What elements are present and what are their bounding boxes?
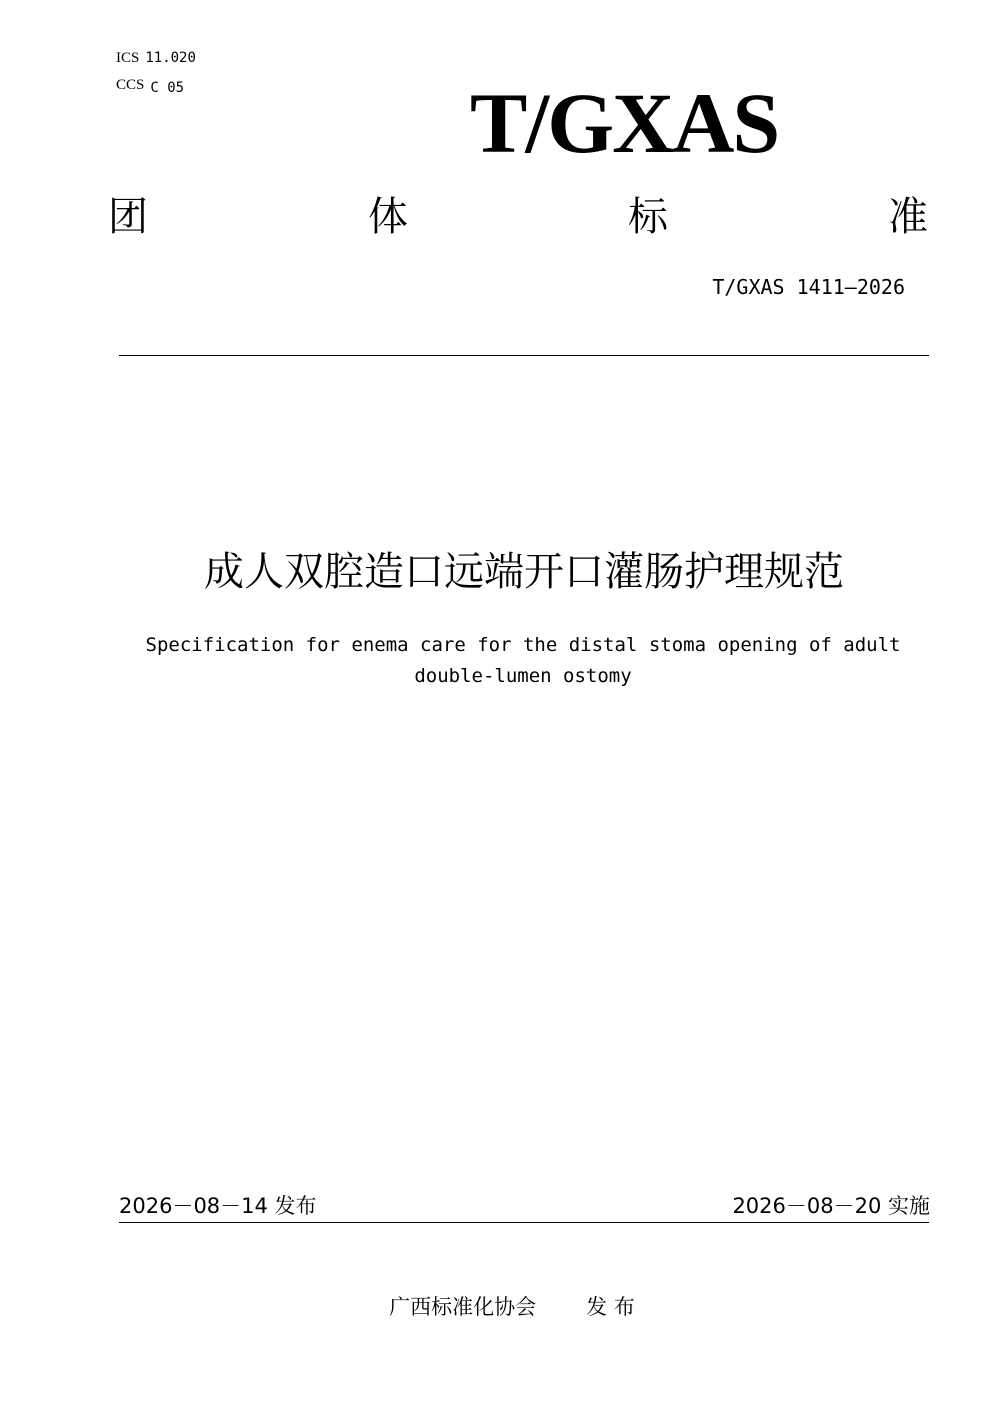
publisher-line bbox=[0, 1292, 1000, 1322]
organization-mark: T/GXAS bbox=[470, 75, 779, 171]
title-english: Specification for enema care for the distal stoma opening of adult double-lumen ostomy bbox=[145, 634, 901, 687]
standard-type-char: 准 bbox=[888, 194, 928, 240]
publisher-name: 广西标准化协会 bbox=[389, 1295, 537, 1319]
ccs-value: C 05 bbox=[150, 80, 185, 96]
standard-type-char: 标 bbox=[628, 194, 668, 240]
ccs-code bbox=[116, 75, 184, 95]
ics-code bbox=[116, 48, 196, 68]
title-chinese: 成人双腔造口远端开口灌肠护理规范 bbox=[204, 549, 844, 595]
standard-type-char: 团 bbox=[108, 194, 148, 240]
ics-label: ICS bbox=[116, 50, 140, 66]
standard-type-heading bbox=[108, 192, 928, 242]
standard-type-char: 体 bbox=[368, 194, 408, 240]
ccs-label: CCS bbox=[116, 77, 145, 93]
standard-number: T/GXAS 1411—2026 bbox=[712, 275, 905, 299]
effective-date: 2026－08－20 实施 bbox=[732, 1194, 930, 1218]
top-divider bbox=[119, 355, 929, 356]
publish-date: 2026－08－14 发布 bbox=[119, 1194, 317, 1218]
ics-value: 11.020 bbox=[145, 50, 196, 66]
bottom-divider bbox=[119, 1222, 929, 1223]
publisher-action: 发 布 bbox=[586, 1295, 635, 1319]
